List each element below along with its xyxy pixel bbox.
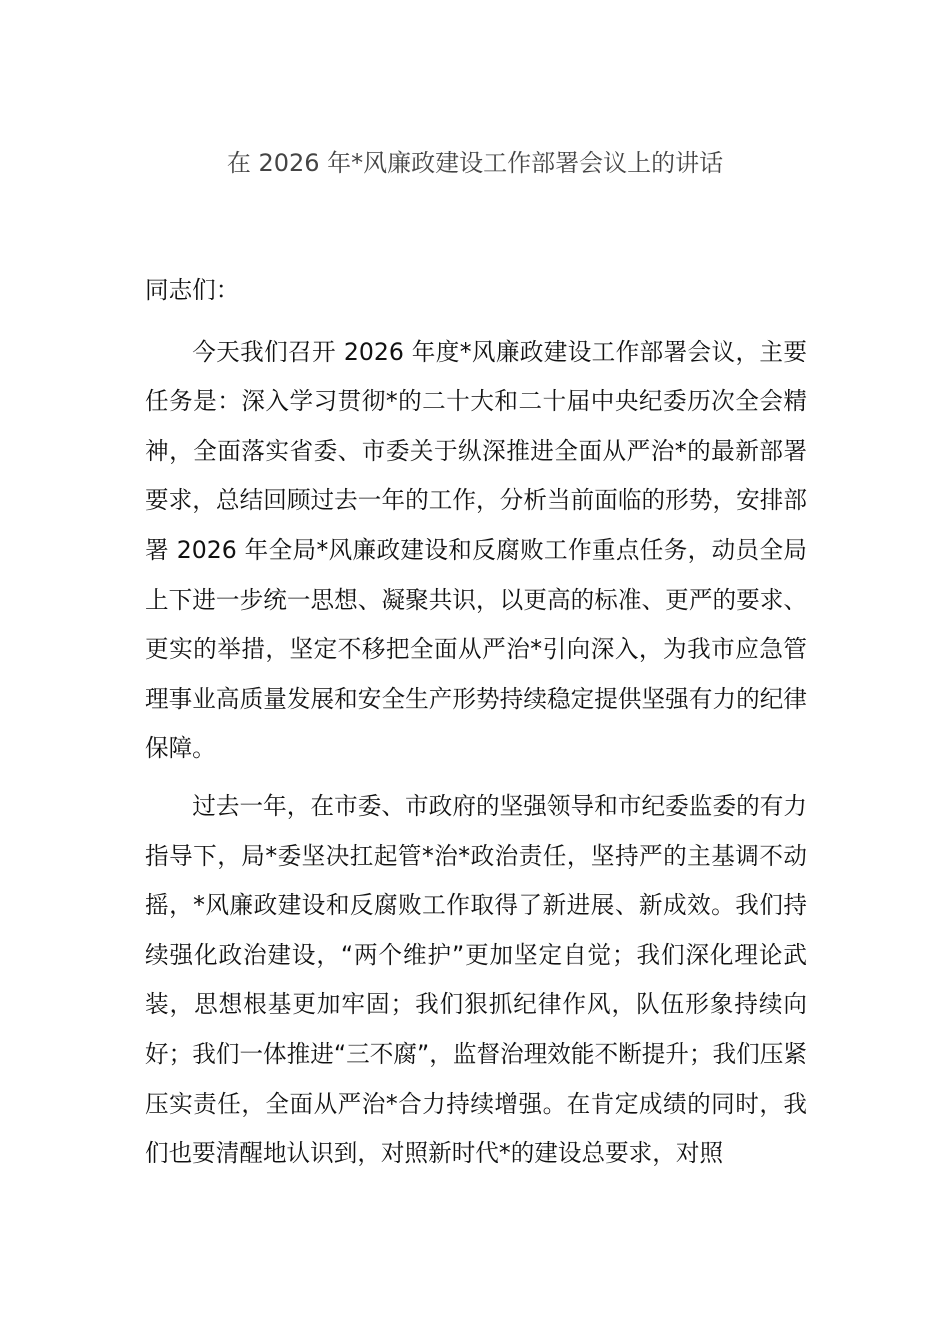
- document-body: [145, 266, 807, 1179]
- document-title: 在 2026 年*风廉政建设工作部署会议上的讲话: [226, 149, 724, 177]
- salutation: 同志们：: [145, 276, 240, 304]
- paragraph-review: 过去一年，在市委、市政府的坚强领导和市纪委监委的有力指导下，局*委坚决扛起管*治*政治责任，坚持严的主基调不动摇，*风廉政建设和反腐败工作取得了新进展、新成效。我们持续强化政治建设，“两个维护”更加坚定自觉；我们深化理论武装，思想根基更加牢固；我们狠抓纪律作风，队伍形象持续向好；我们一体推进“三不腐”，监督治理效能不断提升；我们压紧压实责任，全面从严治*合力持续增强。在肯定成绩的同时，我们也要清醒地认识到，对照新时代*的建设总要求，对照: [145, 791, 807, 1168]
- paragraph-opening: 今天我们召开 2026 年度*风廉政建设工作部署会议，主要任务是：深入学习贯彻*的二十大和二十届中央纪委历次全会精神，全面落实省委、市委关于纵深推进全面从严治*的最新部署要求，总结回顾过去一年的工作，分析当前面临的形势，安排部署 2026 年全局*风廉政建设和反腐败工作重点任务，动员全局上下进一步统一思想、凝聚共识，以更高的标准、更严的要求、更实的举措，坚定不移把全面从严治*引向深入，为我市应急管理事业高质量发展和安全生产形势持续稳定提供坚强有力的纪律保障。: [145, 337, 807, 763]
